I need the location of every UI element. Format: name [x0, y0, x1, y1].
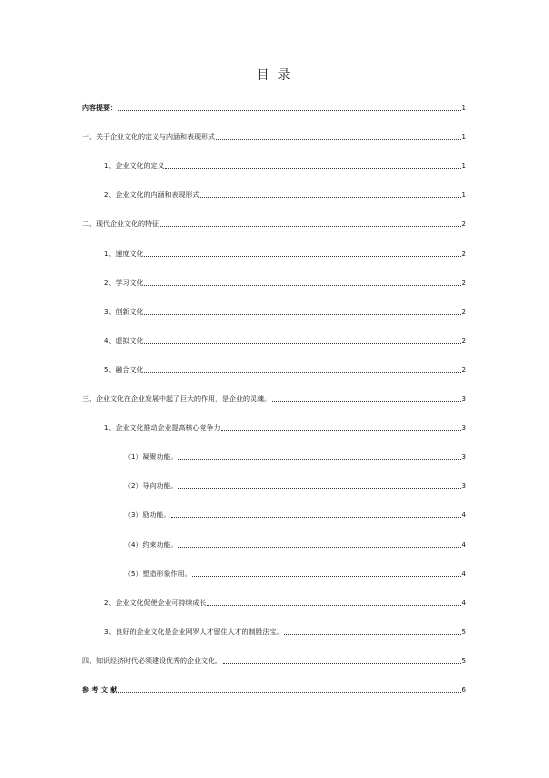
toc-entry[interactable]	[82, 479, 466, 491]
dot-leader	[284, 633, 460, 635]
toc-entry-page-number: 3	[461, 453, 466, 461]
toc-entry-label: 3、创新文化	[104, 308, 144, 316]
toc-entry-page-number: 3	[461, 395, 466, 403]
toc-entry-label: 1、速度文化	[104, 250, 144, 258]
toc-entry[interactable]	[82, 101, 466, 113]
toc-entry-page-number: 4	[461, 511, 466, 519]
toc-entry-label: （3）励功能。	[124, 511, 171, 519]
toc-entry[interactable]	[82, 276, 466, 288]
toc-entry-page-number: 5	[461, 628, 466, 636]
dot-leader	[165, 167, 460, 169]
toc-entry-page-number: 6	[461, 686, 466, 694]
toc-entry-label: 2、企业文化的内涵和表现形式	[104, 191, 200, 199]
toc-entry-page-number: 3	[461, 482, 466, 490]
toc-entry-page-number: 2	[461, 279, 466, 287]
toc-entry-page-number: 5	[461, 657, 466, 665]
toc-entry[interactable]	[82, 130, 466, 142]
toc-entry[interactable]	[82, 334, 466, 346]
toc-entry[interactable]	[82, 188, 466, 200]
toc-entry-label: 参 考 文 献	[82, 686, 118, 694]
dot-leader	[144, 255, 460, 257]
toc-entry-page-number: 4	[461, 541, 466, 549]
toc-entry-page-number: 1	[461, 191, 466, 199]
toc-entry[interactable]	[82, 217, 466, 229]
toc-entry-label: 二、现代企业文化的特征	[82, 220, 159, 228]
dot-leader	[223, 662, 461, 664]
toc-entry[interactable]	[82, 538, 466, 550]
toc-entry-label: （1）凝聚功能。	[124, 453, 178, 461]
toc-entry-page-number: 3	[461, 424, 466, 432]
dot-leader	[178, 546, 460, 548]
dot-leader	[144, 371, 460, 373]
toc-entry-label: 2、学习文化	[104, 279, 144, 287]
toc-entry-label: （4）约束功能。	[124, 541, 178, 549]
toc-entry-page-number: 2	[461, 250, 466, 258]
toc-entry[interactable]	[82, 392, 466, 404]
toc-entry-page-number: 2	[461, 337, 466, 345]
toc-entry-label: 1、企业文化的定义	[104, 162, 165, 170]
toc-entry-page-number: 2	[461, 366, 466, 374]
toc-entry[interactable]	[82, 654, 466, 666]
toc-entry[interactable]	[82, 567, 466, 579]
dot-leader	[118, 109, 461, 111]
toc-entry[interactable]	[82, 596, 466, 608]
dot-leader	[272, 400, 461, 402]
toc-entry[interactable]	[82, 683, 466, 695]
dot-leader	[144, 342, 460, 344]
dot-leader	[192, 575, 460, 577]
toc-entry-page-number: 2	[461, 220, 466, 228]
dot-leader	[160, 225, 461, 227]
toc-entry-label: 3、良好的企业文化是企业网罗人才留住人才的制胜法宝。	[104, 628, 284, 636]
dot-leader	[171, 516, 460, 518]
toc-entry-label: 内容提要：	[82, 104, 117, 112]
dot-leader	[118, 691, 460, 693]
dot-leader	[178, 487, 460, 489]
toc-entry-page-number: 2	[461, 308, 466, 316]
dot-leader	[200, 196, 460, 198]
toc-entry-label: 1、企业文化推动企业提高核心竞争力	[104, 424, 221, 432]
toc-entry[interactable]	[82, 508, 466, 520]
dot-leader	[216, 138, 461, 140]
toc-entry-label: 三、企业文化在企业发展中起了巨大的作用，是企业的灵魂。	[82, 395, 271, 403]
toc-entry[interactable]	[82, 159, 466, 171]
dot-leader	[178, 458, 460, 460]
dot-leader	[221, 429, 460, 431]
toc-entry-page-number: 4	[461, 570, 466, 578]
toc-title: 目 录	[256, 68, 293, 83]
toc-entry[interactable]	[82, 305, 466, 317]
toc-entry-label: （2）导向功能。	[124, 482, 178, 490]
dot-leader	[207, 604, 460, 606]
toc-entry-page-number: 1	[461, 162, 466, 170]
toc-entry[interactable]	[82, 421, 466, 433]
toc-entry-label: （5）塑造形象作用。	[124, 570, 192, 578]
toc-entry[interactable]	[82, 450, 466, 462]
toc-entry-page-number: 4	[461, 599, 466, 607]
toc-entry-label: 四、知识经济时代必须建设优秀的企业文化。	[82, 657, 222, 665]
toc-entry-label: 4、虚拟文化	[104, 337, 144, 345]
dot-leader	[144, 284, 460, 286]
toc-entry[interactable]	[82, 363, 466, 375]
toc-entry-page-number: 1	[461, 133, 466, 141]
toc-entry-label: 5、融合文化	[104, 366, 144, 374]
toc-entry[interactable]	[82, 625, 466, 637]
toc-entry-page-number: 1	[461, 104, 466, 112]
toc-entry[interactable]	[82, 247, 466, 259]
toc-entry-label: 一、关于企业文化的定义与内涵和表现形式	[82, 133, 215, 141]
dot-leader	[144, 313, 460, 315]
toc-entry-label: 2、企业文化促使企业可持续成长	[104, 599, 207, 607]
